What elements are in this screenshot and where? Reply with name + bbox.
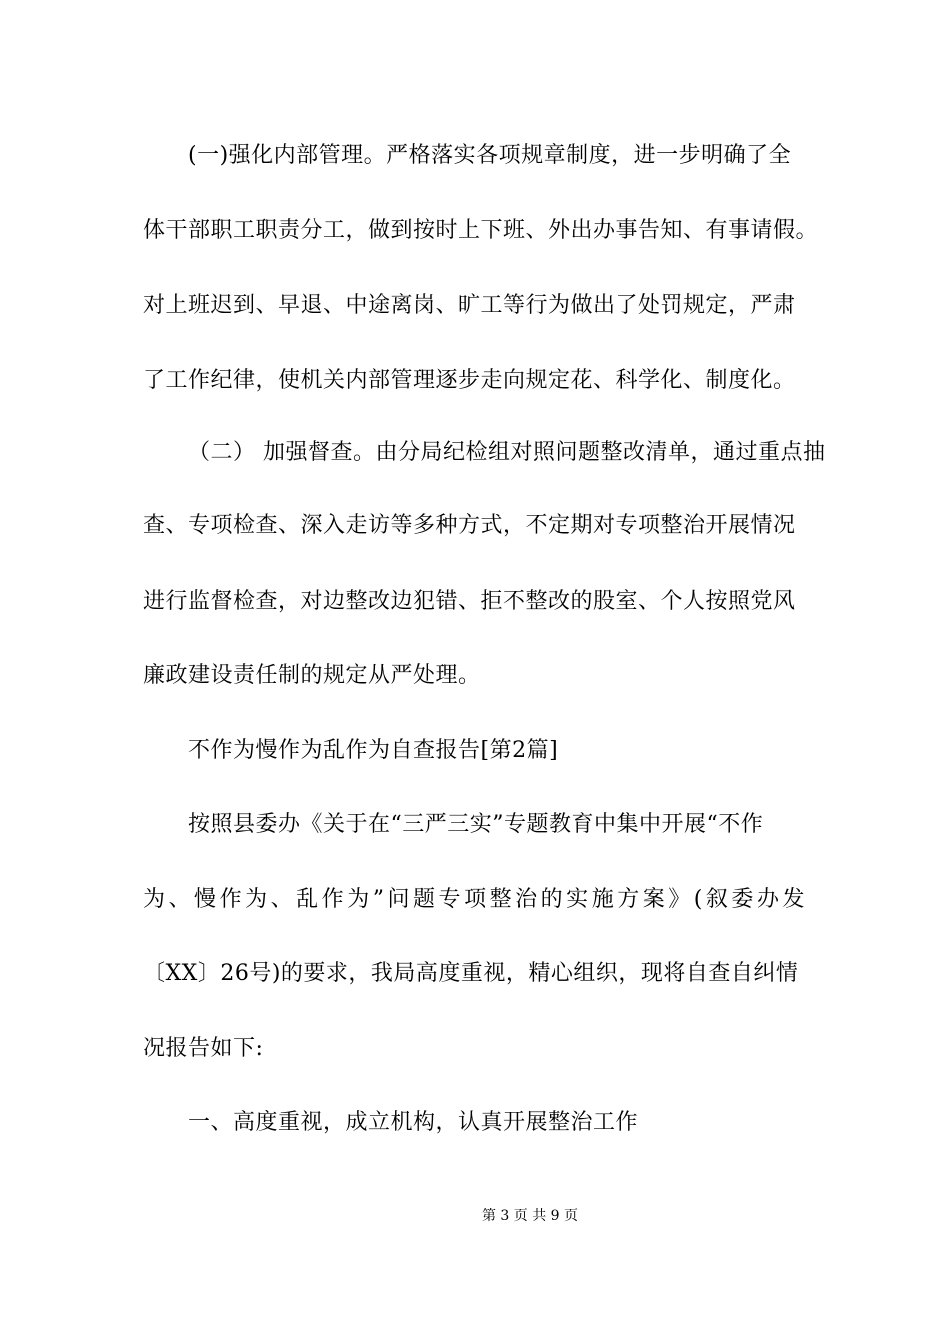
paragraph-4-line-4: 况报告如下: xyxy=(143,1036,264,1061)
paragraph-4-line-2: 为、慢作为、乱作为”问题专项整治的实施方案》(叙委办发 xyxy=(143,887,809,912)
article-title: 不作为慢作为乱作为自查报告[第2篇] xyxy=(188,738,559,763)
paragraph-4-line-3: 〔XX〕26号)的要求，我局高度重视，精心组织，现将自查自纠情 xyxy=(143,961,799,986)
paragraph-1-line-1: (一)强化内部管理。严格落实各项规章制度，进一步明确了全 xyxy=(188,143,792,168)
paragraph-4-line-1: 按照县委办《关于在“三严三实”专题教育中集中开展“不作 xyxy=(188,812,764,837)
paragraph-2-line-4: 廉政建设责任制的规定从严处理。 xyxy=(143,663,481,688)
section-heading: 一、高度重视，成立机构，认真开展整治工作 xyxy=(188,1110,639,1135)
paragraph-1-line-2: 体干部职工职责分工，做到按时上下班、外出办事告知、有事请假。 xyxy=(143,218,819,243)
paragraph-2-line-1: （二） 加强督查。由分局纪检组对照问题整改清单，通过重点抽 xyxy=(188,440,826,465)
paragraph-2-line-2: 查、专项检查、深入走访等多种方式，不定期对专项整治开展情况 xyxy=(143,513,796,538)
paragraph-1-line-3: 对上班迟到、早退、中途离岗、旷工等行为做出了处罚规定，严肃 xyxy=(143,293,796,318)
page-number-footer: 第 3 页 共 9 页 xyxy=(481,1208,579,1224)
paragraph-1-line-4: 了工作纪律，使机关内部管理逐步走向规定花、科学化、制度化。 xyxy=(143,368,796,393)
paragraph-2-line-3: 进行监督检查，对边整改边犯错、拒不整改的股室、个人按照党风 xyxy=(143,589,796,614)
